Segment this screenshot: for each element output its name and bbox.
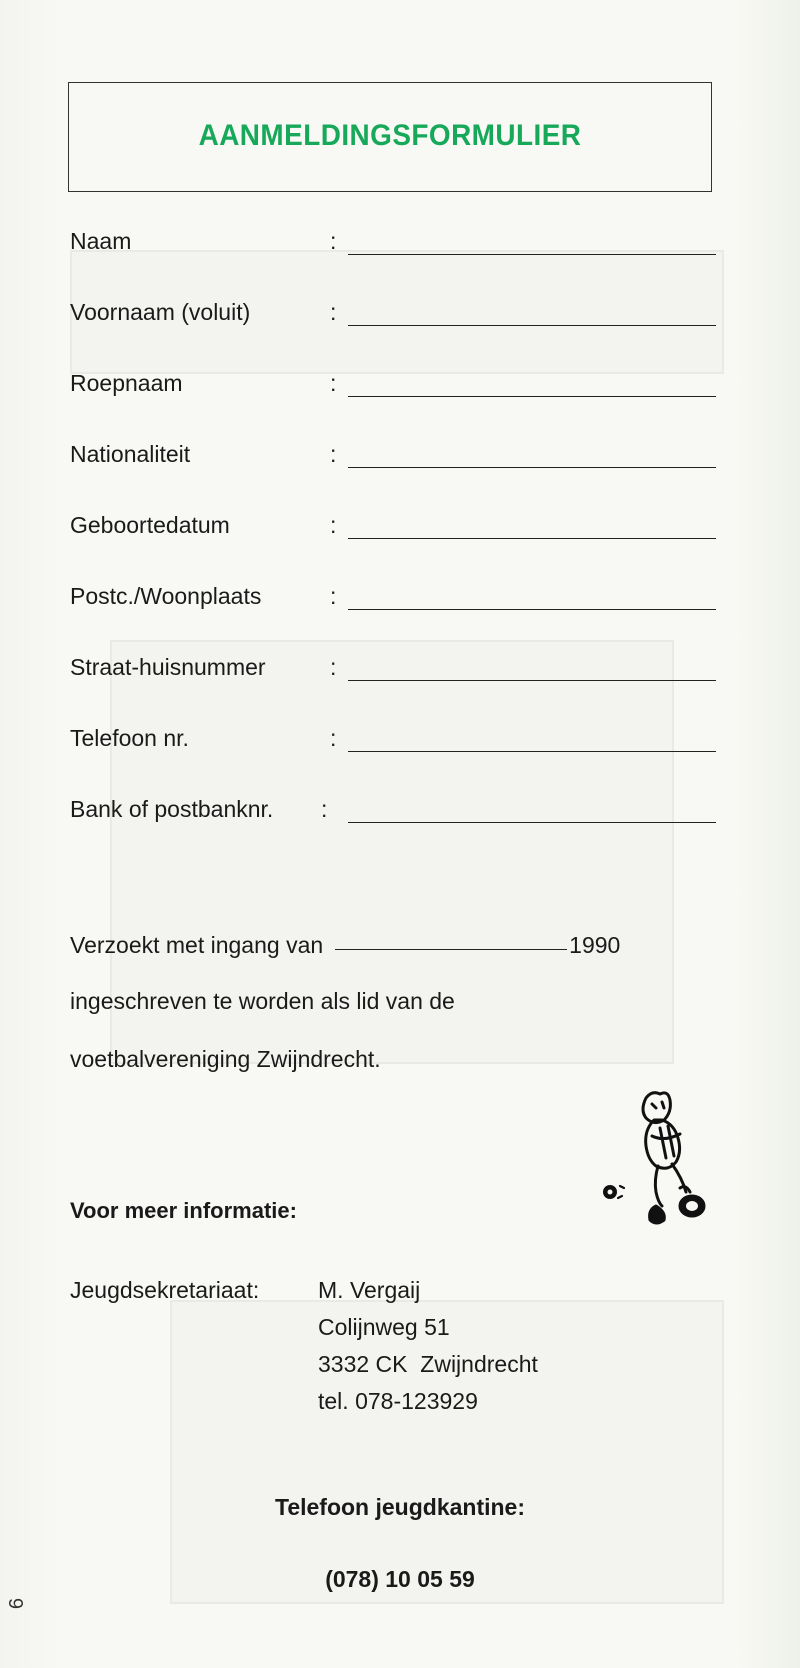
field-geboortedatum bbox=[70, 512, 720, 548]
start-date-blank bbox=[335, 949, 567, 950]
field-line bbox=[348, 467, 716, 468]
field-naam bbox=[70, 228, 720, 264]
secretary-street: Colijnweg 51 bbox=[318, 1314, 450, 1340]
form-title: AANMELDINGSFORMULIER bbox=[198, 119, 582, 152]
field-voornaam bbox=[70, 299, 720, 335]
field-label: Roepnaam bbox=[70, 370, 183, 396]
field-telefoon bbox=[70, 725, 720, 761]
secretary-phone: tel. 078-123929 bbox=[318, 1388, 478, 1414]
field-line bbox=[348, 822, 716, 823]
request-year: 1990 bbox=[569, 932, 621, 958]
page-number: 6 bbox=[6, 1597, 29, 1610]
field-label: Telefoon nr. bbox=[70, 725, 189, 751]
field-colon: : bbox=[330, 512, 337, 538]
field-line bbox=[348, 751, 716, 752]
field-label: Bank of postbanknr. bbox=[70, 796, 274, 822]
info-heading: Voor meer informatie: bbox=[70, 1198, 297, 1223]
secretary-city: 3332 CK Zwijndrecht bbox=[318, 1351, 538, 1377]
canteen-label: Telefoon jeugdkantine: bbox=[274, 1494, 526, 1520]
field-label: Naam bbox=[70, 228, 132, 254]
field-label: Postc./Woonplaats bbox=[70, 583, 262, 609]
request-line-3: voetbalvereniging Zwijndrecht. bbox=[70, 1046, 381, 1072]
request-line-1 bbox=[70, 932, 620, 959]
football-mascot-icon bbox=[600, 1088, 725, 1228]
field-label: Straat-huisnummer bbox=[70, 654, 266, 680]
field-roepnaam bbox=[70, 370, 720, 406]
field-colon: : bbox=[330, 583, 337, 609]
field-line bbox=[348, 538, 716, 539]
title-box bbox=[68, 82, 712, 192]
canteen-phone: (078) 10 05 59 bbox=[325, 1566, 475, 1592]
field-colon: : bbox=[330, 370, 337, 396]
secretary-name: M. Vergaij bbox=[318, 1277, 421, 1303]
field-label: Nationaliteit bbox=[70, 441, 191, 467]
field-straat bbox=[70, 654, 720, 690]
field-colon: : bbox=[330, 725, 337, 751]
request-line-2: ingeschreven te worden als lid van de bbox=[70, 988, 455, 1014]
field-line bbox=[348, 680, 716, 681]
secretary-label: Jeugdsekretariaat: bbox=[70, 1277, 260, 1303]
field-label: Geboortedatum bbox=[70, 512, 230, 538]
field-woonplaats bbox=[70, 583, 720, 619]
field-line bbox=[348, 609, 716, 610]
request-prefix: Verzoekt met ingang van bbox=[70, 932, 324, 958]
secretary-address bbox=[318, 1272, 538, 1420]
field-nationaliteit bbox=[70, 441, 720, 477]
field-label: Voornaam (voluit) bbox=[70, 299, 251, 325]
field-colon: : bbox=[330, 441, 337, 467]
field-colon: : bbox=[330, 228, 337, 254]
secretary-block bbox=[70, 1272, 538, 1414]
field-line bbox=[348, 325, 716, 326]
field-bank bbox=[70, 796, 720, 832]
field-line bbox=[348, 254, 716, 255]
field-line bbox=[348, 396, 716, 397]
field-colon: : bbox=[330, 299, 337, 325]
field-colon: : bbox=[330, 654, 337, 680]
field-colon: : bbox=[321, 796, 328, 822]
